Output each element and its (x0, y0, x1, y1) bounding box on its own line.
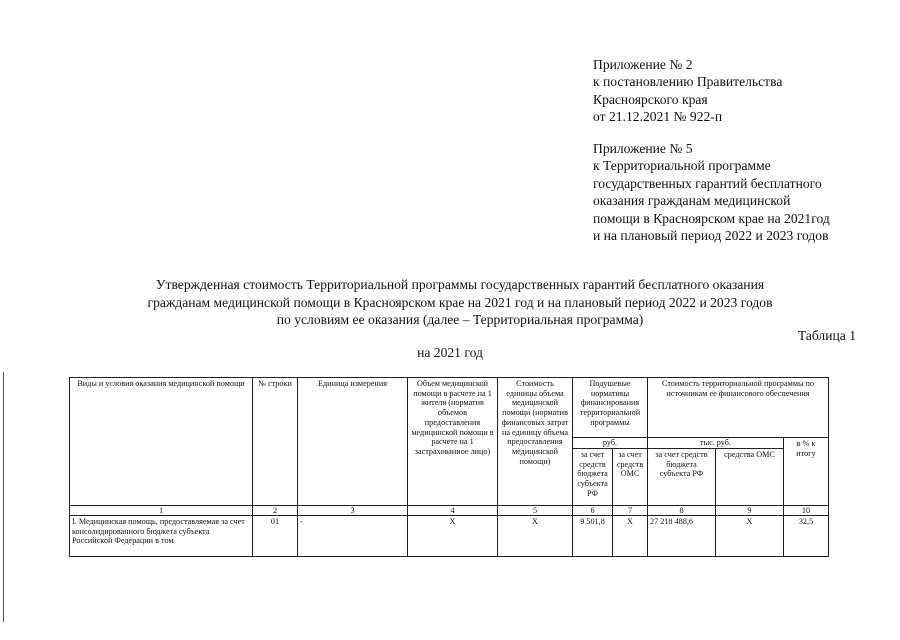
table-row (70, 516, 829, 557)
cell-cost: X (498, 516, 573, 557)
header-thous-rub: тыс. руб. (648, 438, 784, 449)
document-title (70, 276, 850, 329)
appendix-note-5 (593, 140, 830, 244)
appendix-note-2 (593, 56, 782, 126)
cell-percent: 32,5 (784, 516, 829, 557)
appendix-line: от 21.12.2021 № 922-п (593, 109, 723, 125)
cell-volume: X (408, 516, 498, 557)
cell-budget-rf: 27 218 488,6 (648, 516, 716, 557)
header-percent: в % к итогу (784, 438, 829, 506)
appendix-line: к Территориальной программе (593, 158, 771, 174)
column-number: 9 (716, 506, 784, 516)
year-label: на 2021 год (417, 345, 483, 360)
column-number: 10 (784, 506, 829, 516)
title-line: по условиям ее оказания (далее – Территориальная программа) (276, 312, 644, 328)
cell-oms: X (613, 516, 648, 557)
header-volume: Объем медицинской помощи в расчете на 1 жителя (норматив объемов предоставления медицинской помощи в расчете на 1 застрахованное лицо) (408, 378, 498, 506)
header-oms: за счет средств ОМС (613, 449, 648, 506)
column-number: 6 (573, 506, 613, 516)
appendix-line: государственных гарантий бесплатного (593, 175, 822, 191)
header-cost: Стоимость единицы объема медицинской помощи (норматив финансовых затрат на единицу объема предоставления медицинской помощи) (498, 378, 573, 506)
column-number: 8 (648, 506, 716, 516)
appendix-line: Красноярского края (593, 91, 708, 107)
column-number: 1 (70, 506, 253, 516)
header-rub: руб. (573, 438, 648, 449)
column-number: 5 (498, 506, 573, 516)
column-number: 3 (298, 506, 408, 516)
header-kind: Виды и условия оказания медицинской помощи (70, 378, 253, 506)
cell-row-no: 01 (253, 516, 298, 557)
cell-oms-funds: X (716, 516, 784, 557)
cell-budget: 9 501,8 (573, 516, 613, 557)
header-row-no: № строки (253, 378, 298, 506)
title-line: Утвержденная стоимость Территориальной программы государственных гарантий бесплатного оказания (155, 277, 765, 292)
header-unit: Единица измерения (298, 378, 408, 506)
title-line: гражданам медицинской помощи в Красноярском крае на 2021 год и на плановый период 2022 и 2023 годов (147, 294, 773, 310)
appendix-line: и на плановый период 2022 и 2023 годов (593, 228, 829, 244)
appendix-line: оказания гражданам медицинской (593, 193, 791, 209)
cost-table (69, 377, 829, 557)
appendix-line: Приложение № 5 (593, 141, 693, 156)
header-total-cost: Стоимость территориальной программы по источникам ее финансового обеспечения (648, 378, 829, 438)
appendix-line: Приложение № 2 (593, 57, 693, 72)
header-per-capita: Подушевые нормативы финансирования территориальной программы (573, 378, 648, 438)
appendix-line: помощи в Красноярском крае на 2021год (593, 210, 830, 226)
column-number: 2 (253, 506, 298, 516)
column-number: 7 (613, 506, 648, 516)
header-oms-funds: средства ОМС (716, 449, 784, 506)
appendix-line: к постановлению Правительства (593, 74, 783, 90)
column-number: 4 (408, 506, 498, 516)
table-label: Таблица 1 (797, 328, 856, 343)
margin-line (3, 372, 4, 622)
cell-unit: - (298, 516, 408, 557)
cell-kind: I. Медицинская помощь, предоставляемая за счет консолидированного бюджета субъекта Российской Федерации в том (70, 516, 253, 557)
header-budget-rf: за счет средств бюджета субъекта РФ (648, 449, 716, 506)
header-budget: за счет средств бюджета субъекта РФ (573, 449, 613, 506)
